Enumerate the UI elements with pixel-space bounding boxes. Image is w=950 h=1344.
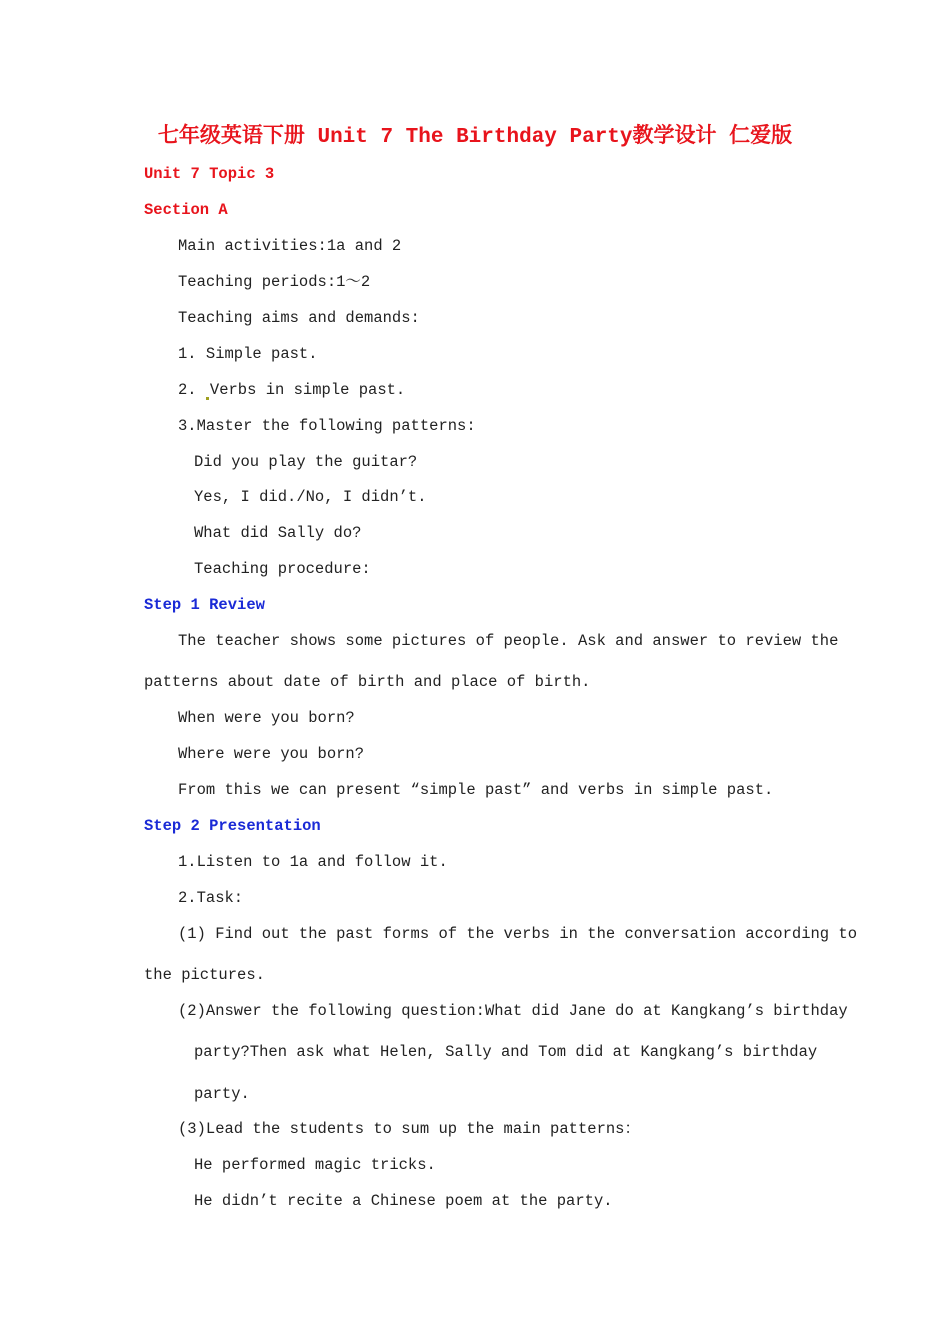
pattern-line-3: What did Sally do? — [194, 524, 362, 542]
step1-present-line: From this we can present “simple past” and verbs in simple past. — [178, 781, 774, 799]
unit-topic-heading: Unit 7 Topic 3 — [144, 165, 275, 183]
bullet-dot-icon — [206, 397, 209, 400]
task-1-line2: the pictures. — [144, 966, 265, 984]
step1-paragraph-line1: The teacher shows some pictures of people. Ask and answer to review the — [178, 632, 839, 650]
aim-item-2 — [178, 380, 405, 400]
task-2-line3: party. — [194, 1085, 250, 1103]
teaching-procedure: Teaching procedure: — [194, 560, 371, 578]
step1-question-2: Where were you born? — [178, 745, 365, 763]
pattern-line-2: Yes, I did./No, I didn’t. — [194, 488, 427, 506]
step1-heading: Step 1 Review — [144, 596, 265, 614]
task-2-line2: party?Then ask what Helen, Sally and Tom did at Kangkang’s birthday — [194, 1043, 818, 1061]
aim-item-2-text: Verbs in simple past. — [209, 381, 406, 399]
summary-pattern-1: He performed magic tricks. — [194, 1156, 436, 1174]
step2-item-1: 1.Listen to 1a and follow it. — [178, 853, 448, 871]
aim-item-3: 3.Master the following patterns: — [178, 417, 476, 435]
section-heading: Section A — [144, 201, 228, 219]
step1-paragraph-line2: patterns about date of birth and place of birth. — [144, 673, 591, 691]
main-activities: Main activities:1a and 2 — [178, 237, 402, 255]
pattern-line-1: Did you play the guitar? — [194, 453, 418, 471]
aims-heading: Teaching aims and demands: — [178, 309, 420, 327]
step2-heading: Step 2 Presentation — [144, 817, 321, 835]
document-title: 七年级英语下册 Unit 7 The Birthday Party教学设计 仁爱版 — [157, 126, 793, 149]
aim-item-2-number: 2. — [178, 381, 206, 399]
step1-question-1: When were you born? — [178, 709, 355, 727]
task-3: (3)Lead the students to sum up the main patterns： — [178, 1120, 640, 1138]
teaching-periods: Teaching periods:1～2 — [178, 273, 371, 291]
aim-item-1: 1. Simple past. — [178, 345, 318, 363]
summary-pattern-2: He didn’t recite a Chinese poem at the party. — [194, 1192, 613, 1210]
step2-item-2: 2.Task: — [178, 889, 244, 907]
task-1-line1: (1) Find out the past forms of the verbs in the conversation according to — [178, 925, 858, 943]
task-2-line1: (2)Answer the following question:What did Jane do at Kangkang’s birthday — [178, 1002, 848, 1020]
